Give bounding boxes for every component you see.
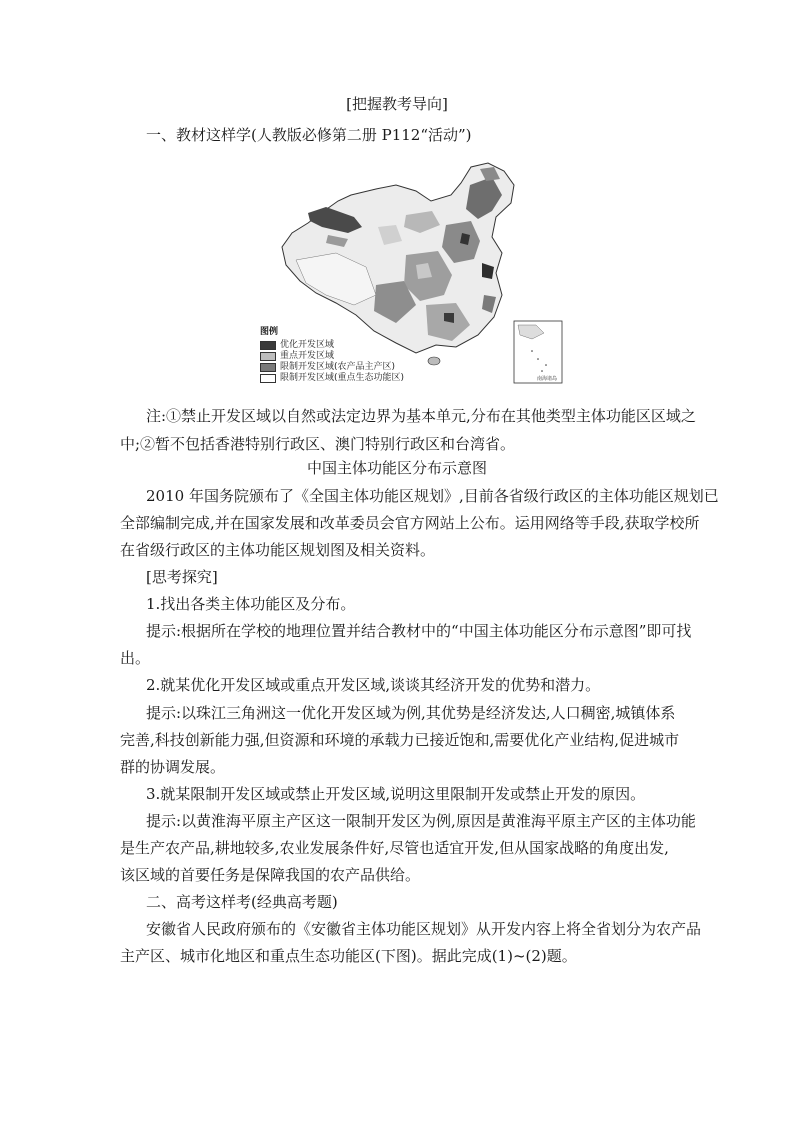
legend-label: 限制开发区域(农产品主产区) [280, 362, 396, 372]
legend-item [260, 362, 404, 373]
answer-line: 出。 [120, 649, 151, 667]
answer-line: 提示:以珠江三角洲这一优化开发区域为例,其优势是经济发达,人口稠密,城镇体系 [146, 704, 676, 722]
legend-title: 图例 [260, 327, 279, 337]
map-legend [260, 327, 404, 384]
note-line: 注:①禁止开发区域以自然或法定边界为基本单元,分布在其他类型主体功能区区域之 [146, 407, 696, 425]
answer-line: 群的协调发展。 [120, 758, 226, 776]
answer-line: 完善,科技创新能力强,但资源和环境的承载力已接近饱和,需要优化产业结构,促进城市 [120, 731, 680, 749]
question: 1.找出各类主体功能区及分布。 [146, 595, 356, 613]
paragraph-line: 2010 年国务院颁布了《全国主体功能区规划》,目前各省级行政区的主体功能区规划已 [146, 487, 719, 505]
question: 3.就某限制开发区域或禁止开发区域,说明这里限制开发或禁止开发的原因。 [146, 785, 646, 803]
think-title: [思考探究] [146, 568, 218, 586]
section1-title: 一、教材这样学(人教版必修第二册 P112“活动”) [146, 126, 472, 144]
section-header: [把握教考导向] [346, 95, 448, 113]
legend-label: 限制开发区域(重点生态功能区) [280, 373, 405, 383]
answer-line: 提示:以黄淮海平原主产区这一限制开发区为例,原因是黄淮海平原主产区的主体功能 [146, 812, 696, 830]
paragraph-line: 主产区、城市化地区和重点生态功能区(下图)。据此完成(1)~(2)题。 [120, 947, 577, 965]
legend-item [260, 373, 404, 384]
answer-line: 提示:根据所在学校的地理位置并结合教材中的“中国主体功能区分布示意图”即可找 [146, 622, 692, 640]
legend-item [260, 340, 404, 351]
answer-line: 该区域的首要任务是保障我国的农产品供给。 [120, 866, 421, 884]
legend-swatch [260, 374, 276, 383]
legend-label: 优化开发区域 [280, 340, 335, 350]
paragraph-line: 安徽省人民政府颁布的《安徽省主体功能区规划》从开发内容上将全省划分为农产品 [146, 920, 702, 938]
answer-line: 是生产农产品,耕地较多,农业发展条件好,尽管也适宜开发,但从国家战略的角度出发, [120, 839, 669, 857]
figure-caption: 中国主体功能区分布示意图 [306, 459, 487, 477]
legend-item [260, 351, 404, 362]
legend-swatch [260, 363, 276, 372]
legend-swatch [260, 341, 276, 350]
legend-label: 重点开发区域 [280, 351, 335, 361]
inset-label: 南海诸岛 [537, 376, 558, 382]
question: 2.就某优化开发区域或重点开发区域,谈谈其经济开发的优势和潜力。 [146, 676, 601, 694]
legend-swatch [260, 352, 276, 361]
paragraph-line: 全部编制完成,并在国家发展和改革委员会官方网站上公布。运用网络等手段,获取学校所 [120, 514, 700, 532]
paragraph-line: 在省级行政区的主体功能区规划图及相关资料。 [120, 541, 436, 559]
note-line: 中;②暂不包括香港特别行政区、澳门特别行政区和台湾省。 [120, 435, 516, 453]
section2-title: 二、高考这样考(经典高考题) [146, 893, 338, 911]
